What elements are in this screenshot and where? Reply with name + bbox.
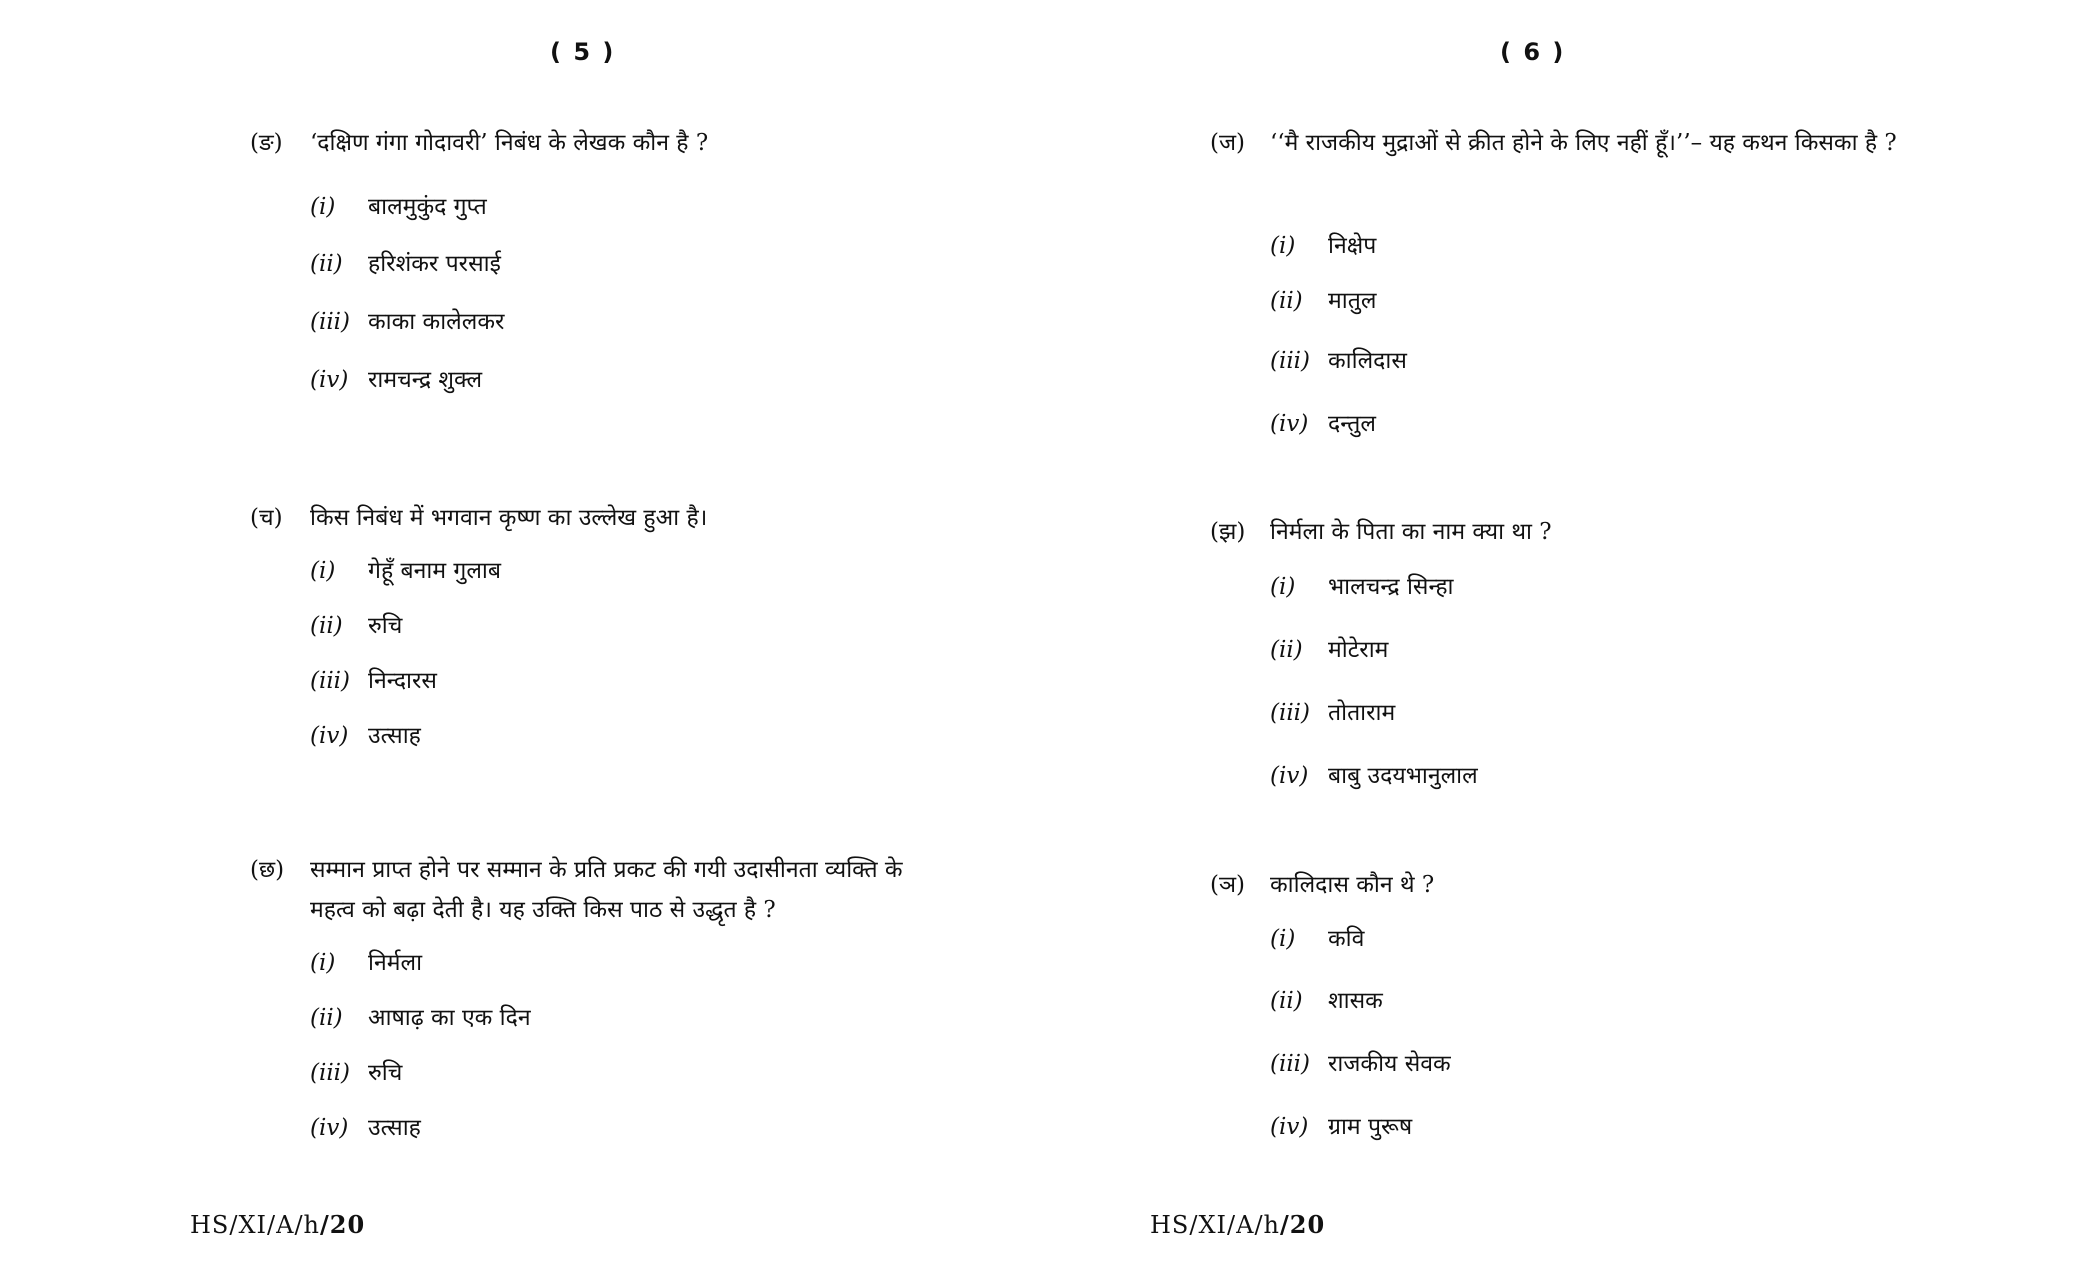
question-text: ‘‘मै राजकीय मुद्राओं से क्रीत होने के लिए नहीं हूँ।’’– यह कथन किसका है ? [1270, 130, 1897, 156]
option-text: गेहूँ बनाम गुलाब [368, 558, 502, 584]
option-iii [310, 1057, 402, 1089]
option-i [1270, 230, 1376, 262]
option-iii [1270, 1048, 1451, 1080]
footer-code [190, 1210, 365, 1239]
option-label: (i) [310, 558, 336, 584]
option-iii [1270, 345, 1407, 377]
option-iv [310, 720, 421, 752]
question-head [250, 850, 950, 930]
option-label: (iv) [1270, 411, 1309, 437]
option-label: (ii) [1270, 637, 1303, 663]
option-text: कालिदास [1328, 348, 1407, 374]
question-nga [250, 123, 950, 393]
question-label: (ञ) [1210, 872, 1246, 898]
footer-year: /20 [1279, 1210, 1326, 1239]
option-iv [1270, 760, 1478, 792]
option-i [1270, 923, 1364, 955]
option-iii [1270, 697, 1395, 729]
question-cha [250, 498, 950, 749]
page-number: ( 5 ) [550, 38, 616, 66]
question-chha [250, 850, 950, 1141]
option-text: राजकीय सेवक [1328, 1051, 1451, 1077]
question-label: (च) [250, 505, 283, 531]
option-iii [310, 306, 504, 338]
option-text: रुचि [368, 1060, 403, 1086]
option-label: (iv) [1270, 763, 1309, 789]
option-text: रामचन्द्र शुक्ल [368, 367, 483, 393]
option-text: दन्तुल [1328, 411, 1377, 437]
option-ii [1270, 285, 1376, 317]
option-label: (iii) [1270, 700, 1311, 726]
option-label: (i) [1270, 574, 1296, 600]
question-jha [1210, 512, 1910, 789]
option-ii [1270, 985, 1383, 1017]
option-text: हरिशंकर परसाई [368, 251, 501, 277]
question-ja [1210, 123, 1910, 437]
question-label: (झ) [1210, 519, 1246, 545]
option-i [310, 191, 487, 223]
option-text: शासक [1328, 988, 1383, 1014]
option-ii [310, 248, 501, 280]
option-label: (iv) [310, 1115, 349, 1141]
option-text: तोताराम [1328, 700, 1396, 726]
option-ii [1270, 634, 1388, 666]
footer-code-text: HS/XI/A/h [190, 1211, 320, 1239]
option-text: निर्मला [368, 950, 423, 976]
option-iv [310, 364, 482, 396]
question-label: (छ) [250, 857, 285, 883]
option-text: काका कालेलकर [368, 309, 505, 335]
question-text: कालिदास कौन थे ? [1270, 872, 1435, 898]
question-nya [1210, 865, 1910, 1140]
page-number: ( 6 ) [1500, 38, 1566, 66]
question-head [250, 498, 950, 538]
option-text: कवि [1328, 926, 1365, 952]
option-text: निक्षेप [1328, 233, 1377, 259]
option-i [1270, 571, 1454, 603]
question-head [1210, 512, 1910, 552]
question-text: सम्मान प्राप्त होने पर सम्मान के प्रति प्रकट की गयी उदासीनता व्यक्ति के महत्व को बढ़ा देती है। यह उक्ति किस पाठ से उद्धृत है ? [310, 857, 903, 923]
option-label: (ii) [310, 613, 343, 639]
option-label: (i) [1270, 233, 1296, 259]
option-i [310, 947, 422, 979]
option-label: (iii) [1270, 1051, 1311, 1077]
option-label: (ii) [1270, 988, 1303, 1014]
option-text: भालचन्द्र सिन्हा [1328, 574, 1454, 600]
option-iv [310, 1112, 421, 1144]
option-label: (ii) [310, 1005, 343, 1031]
option-label: (i) [1270, 926, 1296, 952]
question-label: (ज) [1210, 130, 1246, 156]
option-text: ग्राम पुरूष [1328, 1114, 1413, 1140]
footer-year: /20 [319, 1210, 366, 1239]
question-head [250, 123, 950, 163]
question-text: ‘दक्षिण गंगा गोदावरी’ निबंध के लेखक कौन है ? [310, 130, 709, 156]
option-ii [310, 1002, 531, 1034]
footer-code-text: HS/XI/A/h [1150, 1211, 1280, 1239]
option-text: मातुल [1328, 288, 1377, 314]
option-text: उत्साह [368, 1115, 421, 1141]
option-iv [1270, 408, 1376, 440]
option-iii [310, 665, 437, 697]
option-label: (iii) [310, 668, 351, 694]
option-label: (iii) [310, 1060, 351, 1086]
question-head [1210, 123, 1910, 163]
footer-code [1150, 1210, 1325, 1239]
option-label: (ii) [310, 251, 343, 277]
option-label: (iv) [310, 367, 349, 393]
option-iv [1270, 1111, 1412, 1143]
question-head [1210, 865, 1910, 905]
option-label: (iv) [1270, 1114, 1309, 1140]
option-text: निन्दारस [368, 668, 437, 694]
question-text: किस निबंध में भगवान कृष्ण का उल्लेख हुआ है। [310, 505, 708, 531]
option-text: बाबु उदयभानुलाल [1328, 763, 1478, 789]
option-text: रुचि [368, 613, 403, 639]
option-label: (i) [310, 194, 336, 220]
right-page [1050, 0, 2100, 1275]
option-text: उत्साह [368, 723, 421, 749]
option-text: मोटेराम [1328, 637, 1389, 663]
option-label: (iv) [310, 723, 349, 749]
option-text: आषाढ़ का एक दिन [368, 1005, 531, 1031]
option-i [310, 555, 501, 587]
option-label: (i) [310, 950, 336, 976]
option-ii [310, 610, 402, 642]
option-label: (iii) [1270, 348, 1311, 374]
question-label: (ङ) [250, 130, 283, 156]
option-text: बालमुकुंद गुप्त [368, 194, 487, 220]
option-label: (iii) [310, 309, 351, 335]
option-label: (ii) [1270, 288, 1303, 314]
question-text: निर्मला के पिता का नाम क्या था ? [1270, 519, 1552, 545]
